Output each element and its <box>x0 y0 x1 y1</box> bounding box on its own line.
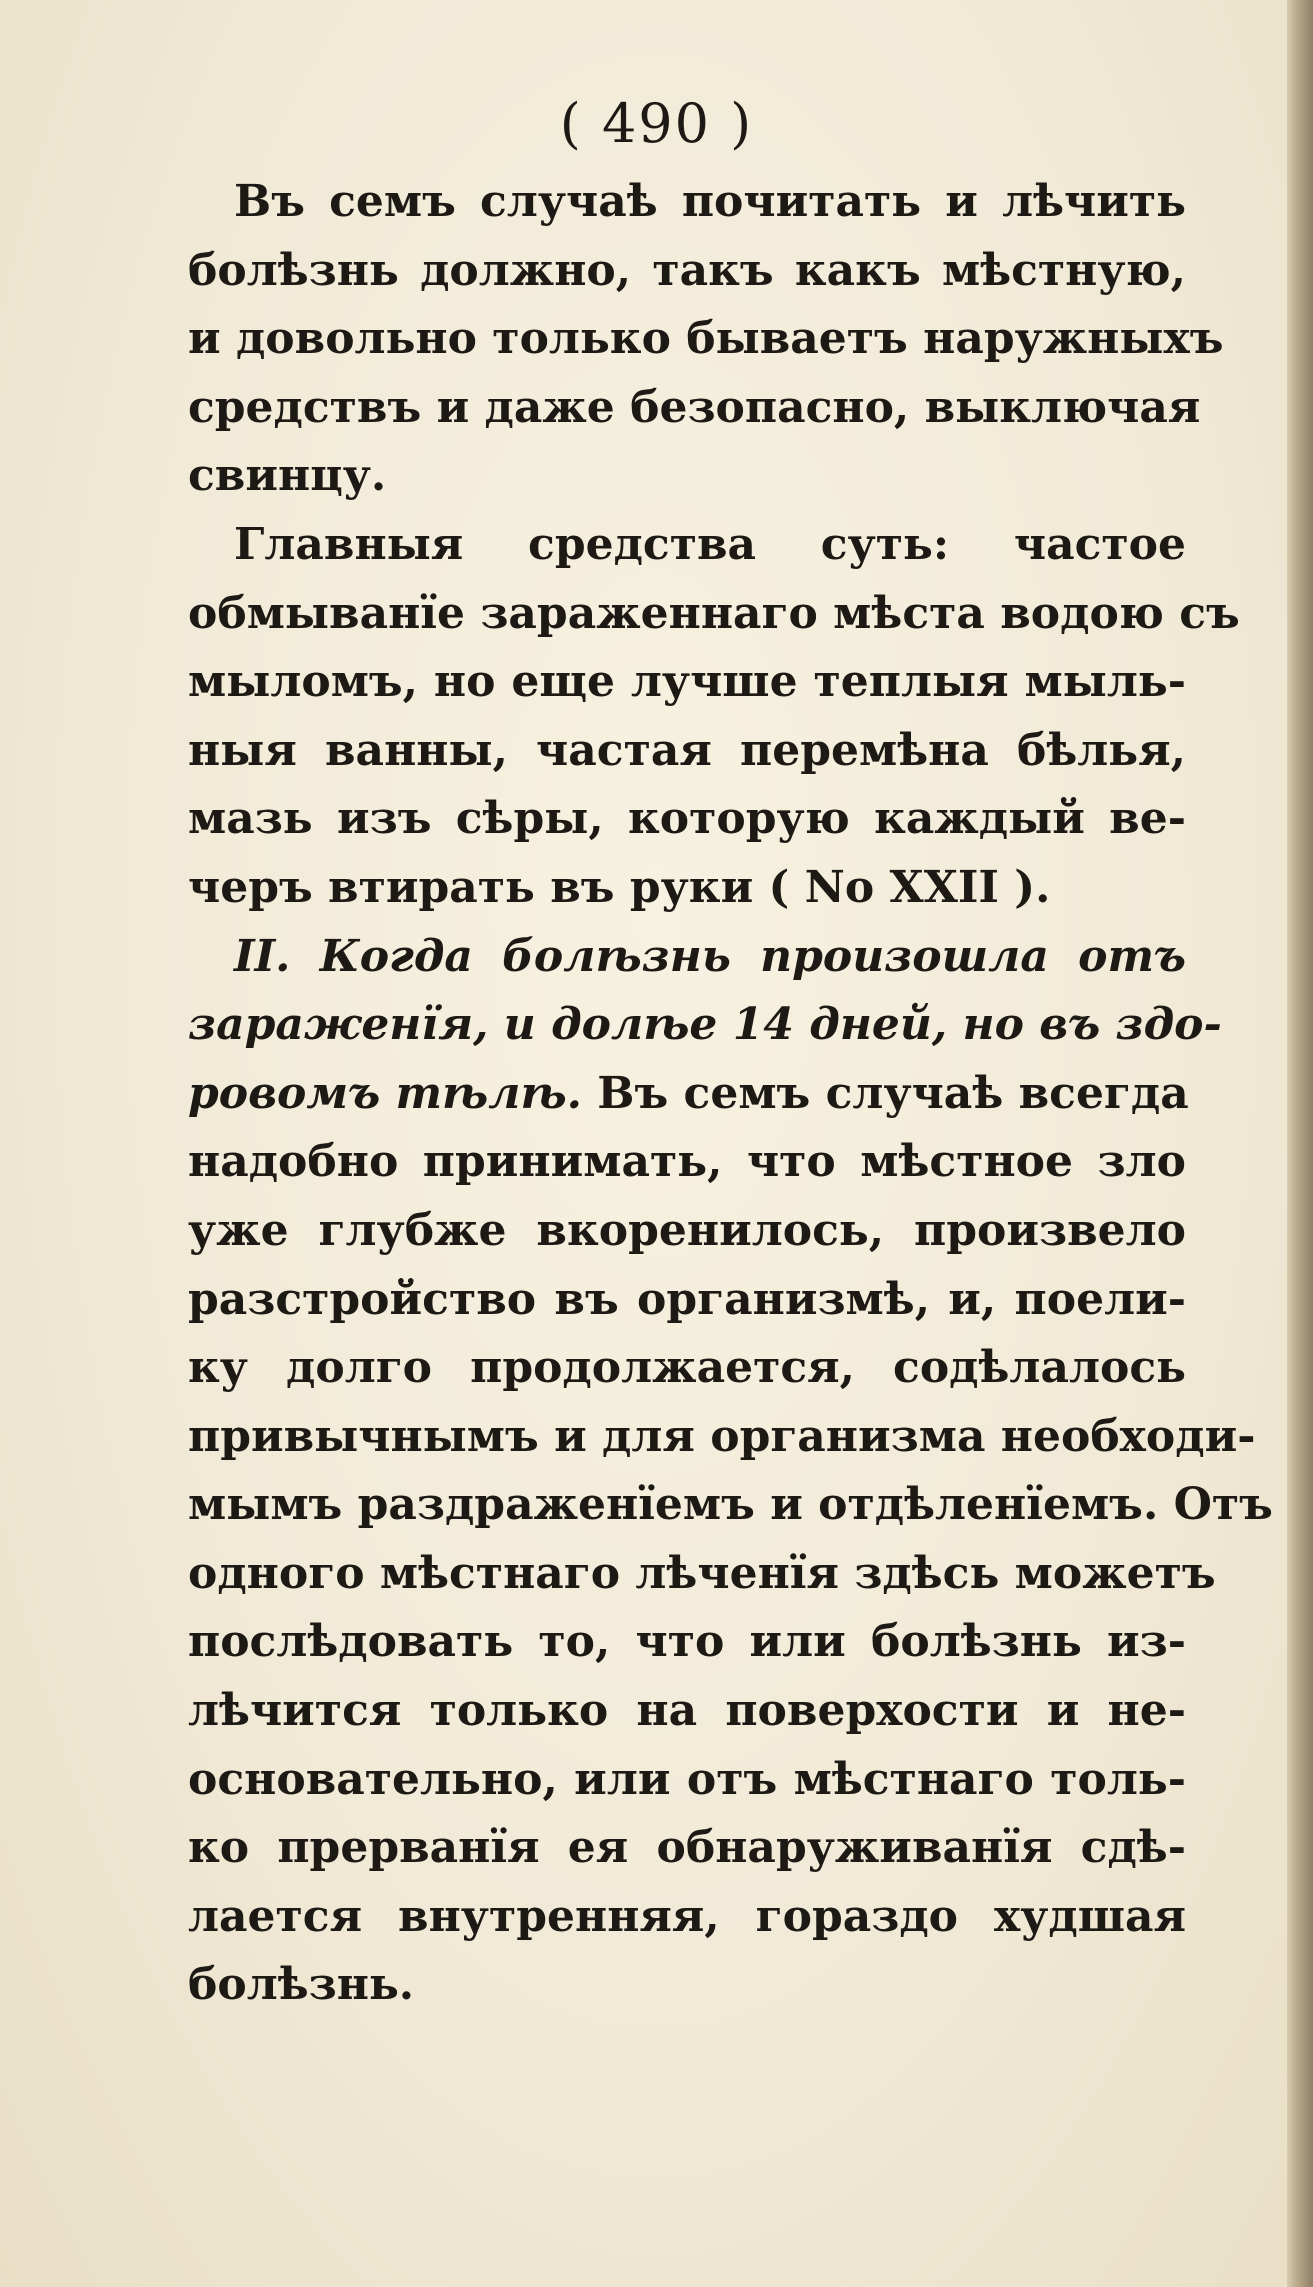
text-line: привычнымъ и для организма необходи- <box>188 1410 1256 1462</box>
text-line: лѣчится только на поверхости и не- <box>188 1685 1186 1737</box>
body-text <box>188 168 1273 2020</box>
text-line-italic: зараженïя, и долѣе 14 дней, но въ здо- <box>188 999 1222 1051</box>
text-line-italic: II. Когда болѣзнь произошла отъ <box>234 930 1186 982</box>
text-line: ныя ванны, частая перемѣна бѣлья, <box>188 724 1186 776</box>
page-number: ( 490 ) <box>559 92 754 155</box>
text-line: средствъ и даже безопасно, выключая <box>188 381 1201 433</box>
page-edge-shadow <box>1287 0 1313 2287</box>
text-line: послѣдовать то, что или болѣзнь из- <box>188 1616 1186 1668</box>
text-line: надобно принимать, что мѣстное зло <box>188 1136 1186 1188</box>
text-line: черъ втирать въ руки ( No XXII ). <box>188 861 1051 913</box>
text-line: свинцу. <box>188 450 387 502</box>
text-line: мазь изъ сѣры, которую каждый ве- <box>188 793 1186 845</box>
text-line: лается внутренняя, гораздо худшая <box>188 1890 1186 1942</box>
regular-fragment: Въ семъ случаѣ всегда <box>581 1067 1189 1119</box>
text-line: Главныя средства суть: частое <box>234 518 1186 570</box>
text-line: Въ семъ случаѣ почитать и лѣчить <box>234 176 1186 227</box>
text-line: болѣзнь должно, такъ какъ мѣстную, <box>188 244 1186 296</box>
text-line: ку долго продолжается, содѣлалось <box>188 1342 1186 1394</box>
text-line: одного мѣстнаго лѣченïя здѣсь можетъ <box>188 1547 1216 1599</box>
text-line: ко прерванïя ея обнаруживанïя сдѣ- <box>188 1822 1186 1874</box>
text-line: разстройство въ организмѣ, и, поели- <box>188 1273 1186 1325</box>
text-line: уже глубже вкоренилось, произвело <box>188 1204 1186 1256</box>
text-line: мымъ раздраженïемъ и отдѣленïемъ. Отъ <box>188 1479 1273 1531</box>
text-line: основательно, или отъ мѣстнаго толь- <box>188 1753 1186 1805</box>
text-line: мыломъ, но еще лучше теплыя мыль- <box>188 656 1186 708</box>
text-line: обмыванïе зараженнаго мѣста водою съ <box>188 587 1240 639</box>
italic-fragment: ровомъ тѣлѣ. <box>188 1067 582 1119</box>
text-line: и довольно только бываетъ наружныхъ <box>188 313 1224 365</box>
text-line-mixed <box>188 1060 1189 1129</box>
text-line: болѣзнь. <box>188 1959 415 2011</box>
